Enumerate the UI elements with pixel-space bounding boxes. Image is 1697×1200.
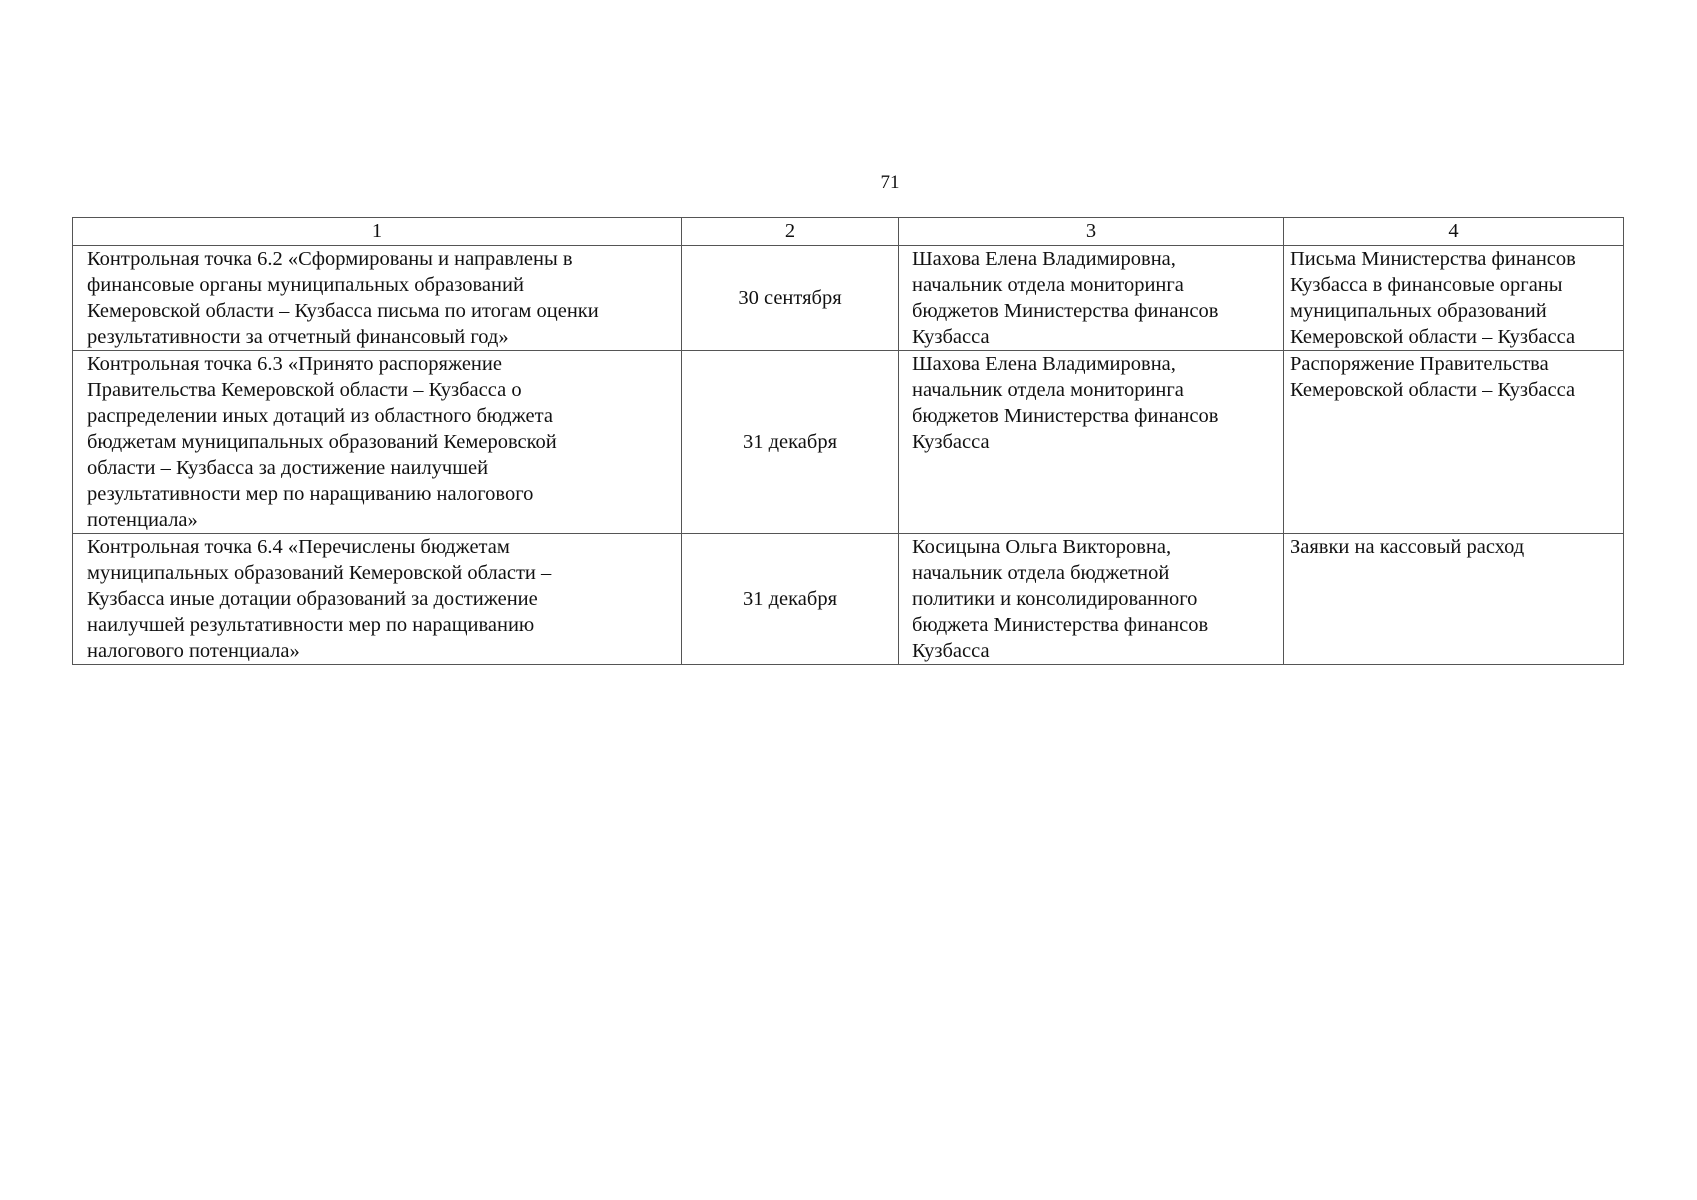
page-number: 71 — [880, 172, 900, 193]
control-point-description — [73, 246, 682, 351]
document-text: Распоряжение Правительства Кемеровской области – Кузбасса — [1290, 353, 1576, 401]
control-point-description — [73, 351, 682, 534]
result-document — [1284, 246, 1624, 351]
column-header-3: 3 — [899, 218, 1284, 246]
document-text: Письма Министерства финансов Кузбасса в финансовые органы муниципальных образований Кемеровской области – Кузбасса — [1290, 248, 1576, 348]
description-text: Контрольная точка 6.2 «Сформированы и направлены в финансовые органы муниципальных образований Кемеровской области – Кузбасса письма по итогам оценки результативности за отчетный финансовый год» — [87, 248, 599, 348]
responsible-person — [899, 534, 1284, 665]
table-row — [73, 534, 1624, 665]
control-points-table — [72, 217, 1624, 665]
column-header-2: 2 — [682, 218, 899, 246]
responsible-text: Шахова Елена Владимировна, начальник отдела мониторинга бюджетов Министерства финансов Кузбасса — [912, 353, 1219, 453]
result-document — [1284, 534, 1624, 665]
table-header-row — [73, 218, 1624, 246]
result-document — [1284, 351, 1624, 534]
description-text: Контрольная точка 6.4 «Перечислены бюджетам муниципальных образований Кемеровской области – Кузбасса иные дотации образований за достижение наилучшей результативности мер по наращиванию налогового потенциала» — [87, 536, 552, 662]
document-text: Заявки на кассовый расход — [1290, 536, 1525, 558]
column-header-1: 1 — [73, 218, 682, 246]
responsible-person — [899, 246, 1284, 351]
deadline-date: 31 декабря — [682, 534, 899, 665]
responsible-person — [899, 351, 1284, 534]
control-point-description — [73, 534, 682, 665]
deadline-date: 31 декабря — [682, 351, 899, 534]
responsible-text: Косицына Ольга Викторовна, начальник отдела бюджетной политики и консолидированного бюджета Министерства финансов Кузбасса — [912, 536, 1209, 662]
table-row — [73, 246, 1624, 351]
column-header-4: 4 — [1284, 218, 1624, 246]
deadline-date: 30 сентября — [682, 246, 899, 351]
description-text: Контрольная точка 6.3 «Принято распоряжение Правительства Кемеровской области – Кузбасса о распределении иных дотаций из областного бюджета бюджетам муниципальных образований Кемеровской области – Кузбасса за достижение наилучшей результативности мер по наращиванию налогового потенциала» — [87, 353, 557, 531]
table-row — [73, 351, 1624, 534]
responsible-text: Шахова Елена Владимировна, начальник отдела мониторинга бюджетов Министерства финансов Кузбасса — [912, 248, 1219, 348]
